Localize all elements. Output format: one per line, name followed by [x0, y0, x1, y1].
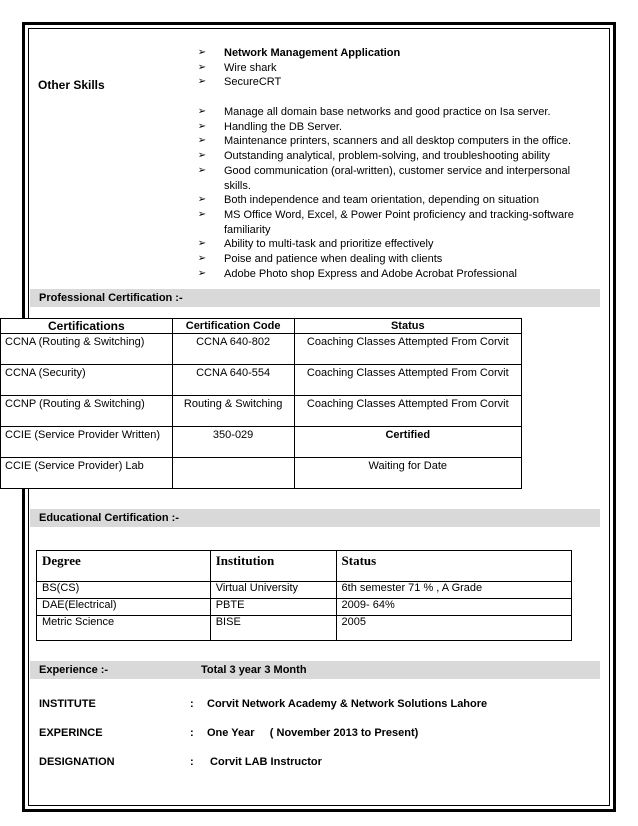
- table-cell: Certified: [294, 427, 521, 458]
- list-item: ➢ SecureCRT: [197, 76, 282, 89]
- table-cell: CCIE (Service Provider) Lab: [1, 458, 173, 489]
- table-cell: PBTE: [210, 599, 336, 616]
- column-header: Institution: [210, 551, 336, 582]
- experience-separator: :: [190, 727, 194, 739]
- list-item: ➢ Poise and patience when dealing with clients: [197, 253, 443, 266]
- table-cell: Coaching Classes Attempted From Corvit: [294, 365, 521, 396]
- other-skills-label: Other Skills: [38, 78, 105, 92]
- arrow-bullet-icon: ➢: [197, 194, 207, 206]
- experience-label-experience: EXPERINCE: [39, 727, 103, 739]
- arrow-bullet-icon: ➢: [197, 267, 207, 279]
- arrow-bullet-icon: ➢: [197, 208, 207, 220]
- table-cell: CCNA (Security): [1, 365, 173, 396]
- table-cell: CCNA (Routing & Switching): [1, 334, 173, 365]
- list-item: ➢ Handling the DB Server.: [197, 120, 343, 133]
- arrow-bullet-icon: ➢: [197, 238, 207, 250]
- table-cell: 350-029: [172, 427, 294, 458]
- arrow-bullet-icon: ➢: [197, 164, 207, 176]
- list-item: ➢ Manage all domain base networks and good practice on Isa server.: [197, 106, 551, 118]
- section-heading: Educational Certification :-: [39, 512, 179, 524]
- table-row: [37, 582, 572, 599]
- table-cell: DAE(Electrical): [37, 599, 211, 616]
- column-header: Status: [294, 319, 521, 334]
- table-row: [37, 616, 572, 641]
- table-cell: CCNA 640-554: [172, 365, 294, 396]
- arrow-bullet-icon: ➢: [197, 120, 207, 132]
- arrow-bullet-icon: ➢: [197, 253, 207, 265]
- section-heading: Professional Certification :-: [39, 292, 183, 304]
- list-item: ➢ Wire shark: [197, 61, 277, 74]
- experience-total: Total 3 year 3 Month: [201, 664, 307, 676]
- experience-separator: :: [190, 698, 194, 710]
- list-item: ➢ Adobe Photo shop Express and Adobe Acrobat Professional: [197, 267, 517, 280]
- list-item: ➢ Maintenance printers, scanners and all desktop computers in the office.: [197, 135, 572, 148]
- experience-bar: [30, 661, 600, 679]
- list-item: ➢ Both independence and team orientation, depending on situation: [197, 194, 539, 207]
- table-cell: CCIE (Service Provider Written): [1, 427, 173, 458]
- table-cell: 2005: [336, 616, 571, 641]
- educational-certification-bar: [30, 509, 600, 527]
- experience-label-institute: INSTITUTE: [39, 698, 96, 710]
- table-header-row: [37, 551, 572, 582]
- table-row: [1, 334, 522, 365]
- experience-value-experience: One Year ( November 2013 to Present): [207, 727, 419, 739]
- list-item: ➢ Outstanding analytical, problem-solving, and troubleshooting ability: [197, 150, 550, 163]
- table-cell: BISE: [210, 616, 336, 641]
- table-header-row: [1, 319, 522, 334]
- table-cell: CCNP (Routing & Switching): [1, 396, 173, 427]
- professional-certification-bar: [30, 289, 600, 307]
- table-cell: 2009- 64%: [336, 599, 571, 616]
- arrow-bullet-icon: ➢: [197, 61, 207, 73]
- table-row: [1, 365, 522, 396]
- education-table: [36, 550, 572, 641]
- arrow-bullet-icon: ➢: [197, 47, 207, 58]
- skills-list-primary: [196, 46, 596, 90]
- column-header: Certifications: [1, 319, 173, 334]
- table-cell: Metric Science: [37, 616, 211, 641]
- certifications-table: [0, 318, 522, 489]
- table-cell: Coaching Classes Attempted From Corvit: [294, 334, 521, 365]
- list-item: ➢ Network Management Application: [197, 47, 401, 59]
- list-item: ➢ Good communication (oral-written), customer service and interpersonal skills.: [197, 164, 571, 192]
- table-row: [37, 599, 572, 616]
- arrow-bullet-icon: ➢: [197, 76, 207, 88]
- table-row: [1, 396, 522, 427]
- arrow-bullet-icon: ➢: [197, 106, 207, 117]
- experience-value-institute: Corvit Network Academy & Network Solutions Lahore: [207, 698, 488, 710]
- table-cell: 6th semester 71 % , A Grade: [336, 582, 571, 599]
- list-item: ➢ Ability to multi-task and prioritize effectively: [197, 238, 434, 251]
- table-cell: Waiting for Date: [294, 458, 521, 489]
- table-cell: Virtual University: [210, 582, 336, 599]
- table-cell: CCNA 640-802: [172, 334, 294, 365]
- table-row: [1, 458, 522, 489]
- list-item: ➢ MS Office Word, Excel, & Power Point proficiency and tracking-software familiarity: [197, 208, 574, 236]
- column-header: Certification Code: [172, 319, 294, 334]
- table-cell: BS(CS): [37, 582, 211, 599]
- arrow-bullet-icon: ➢: [197, 135, 207, 147]
- table-cell: [172, 458, 294, 489]
- skills-list-secondary: [196, 105, 596, 281]
- column-header: Status: [336, 551, 571, 582]
- experience-separator: :: [190, 756, 194, 768]
- table-row: [1, 427, 522, 458]
- experience-value-designation: Corvit LAB Instructor: [207, 756, 322, 768]
- experience-label-designation: DESIGNATION: [39, 756, 115, 768]
- section-heading: Experience :-: [39, 664, 109, 676]
- table-cell: Routing & Switching: [172, 396, 294, 427]
- column-header: Degree: [37, 551, 211, 582]
- arrow-bullet-icon: ➢: [197, 150, 207, 162]
- table-cell: Coaching Classes Attempted From Corvit: [294, 396, 521, 427]
